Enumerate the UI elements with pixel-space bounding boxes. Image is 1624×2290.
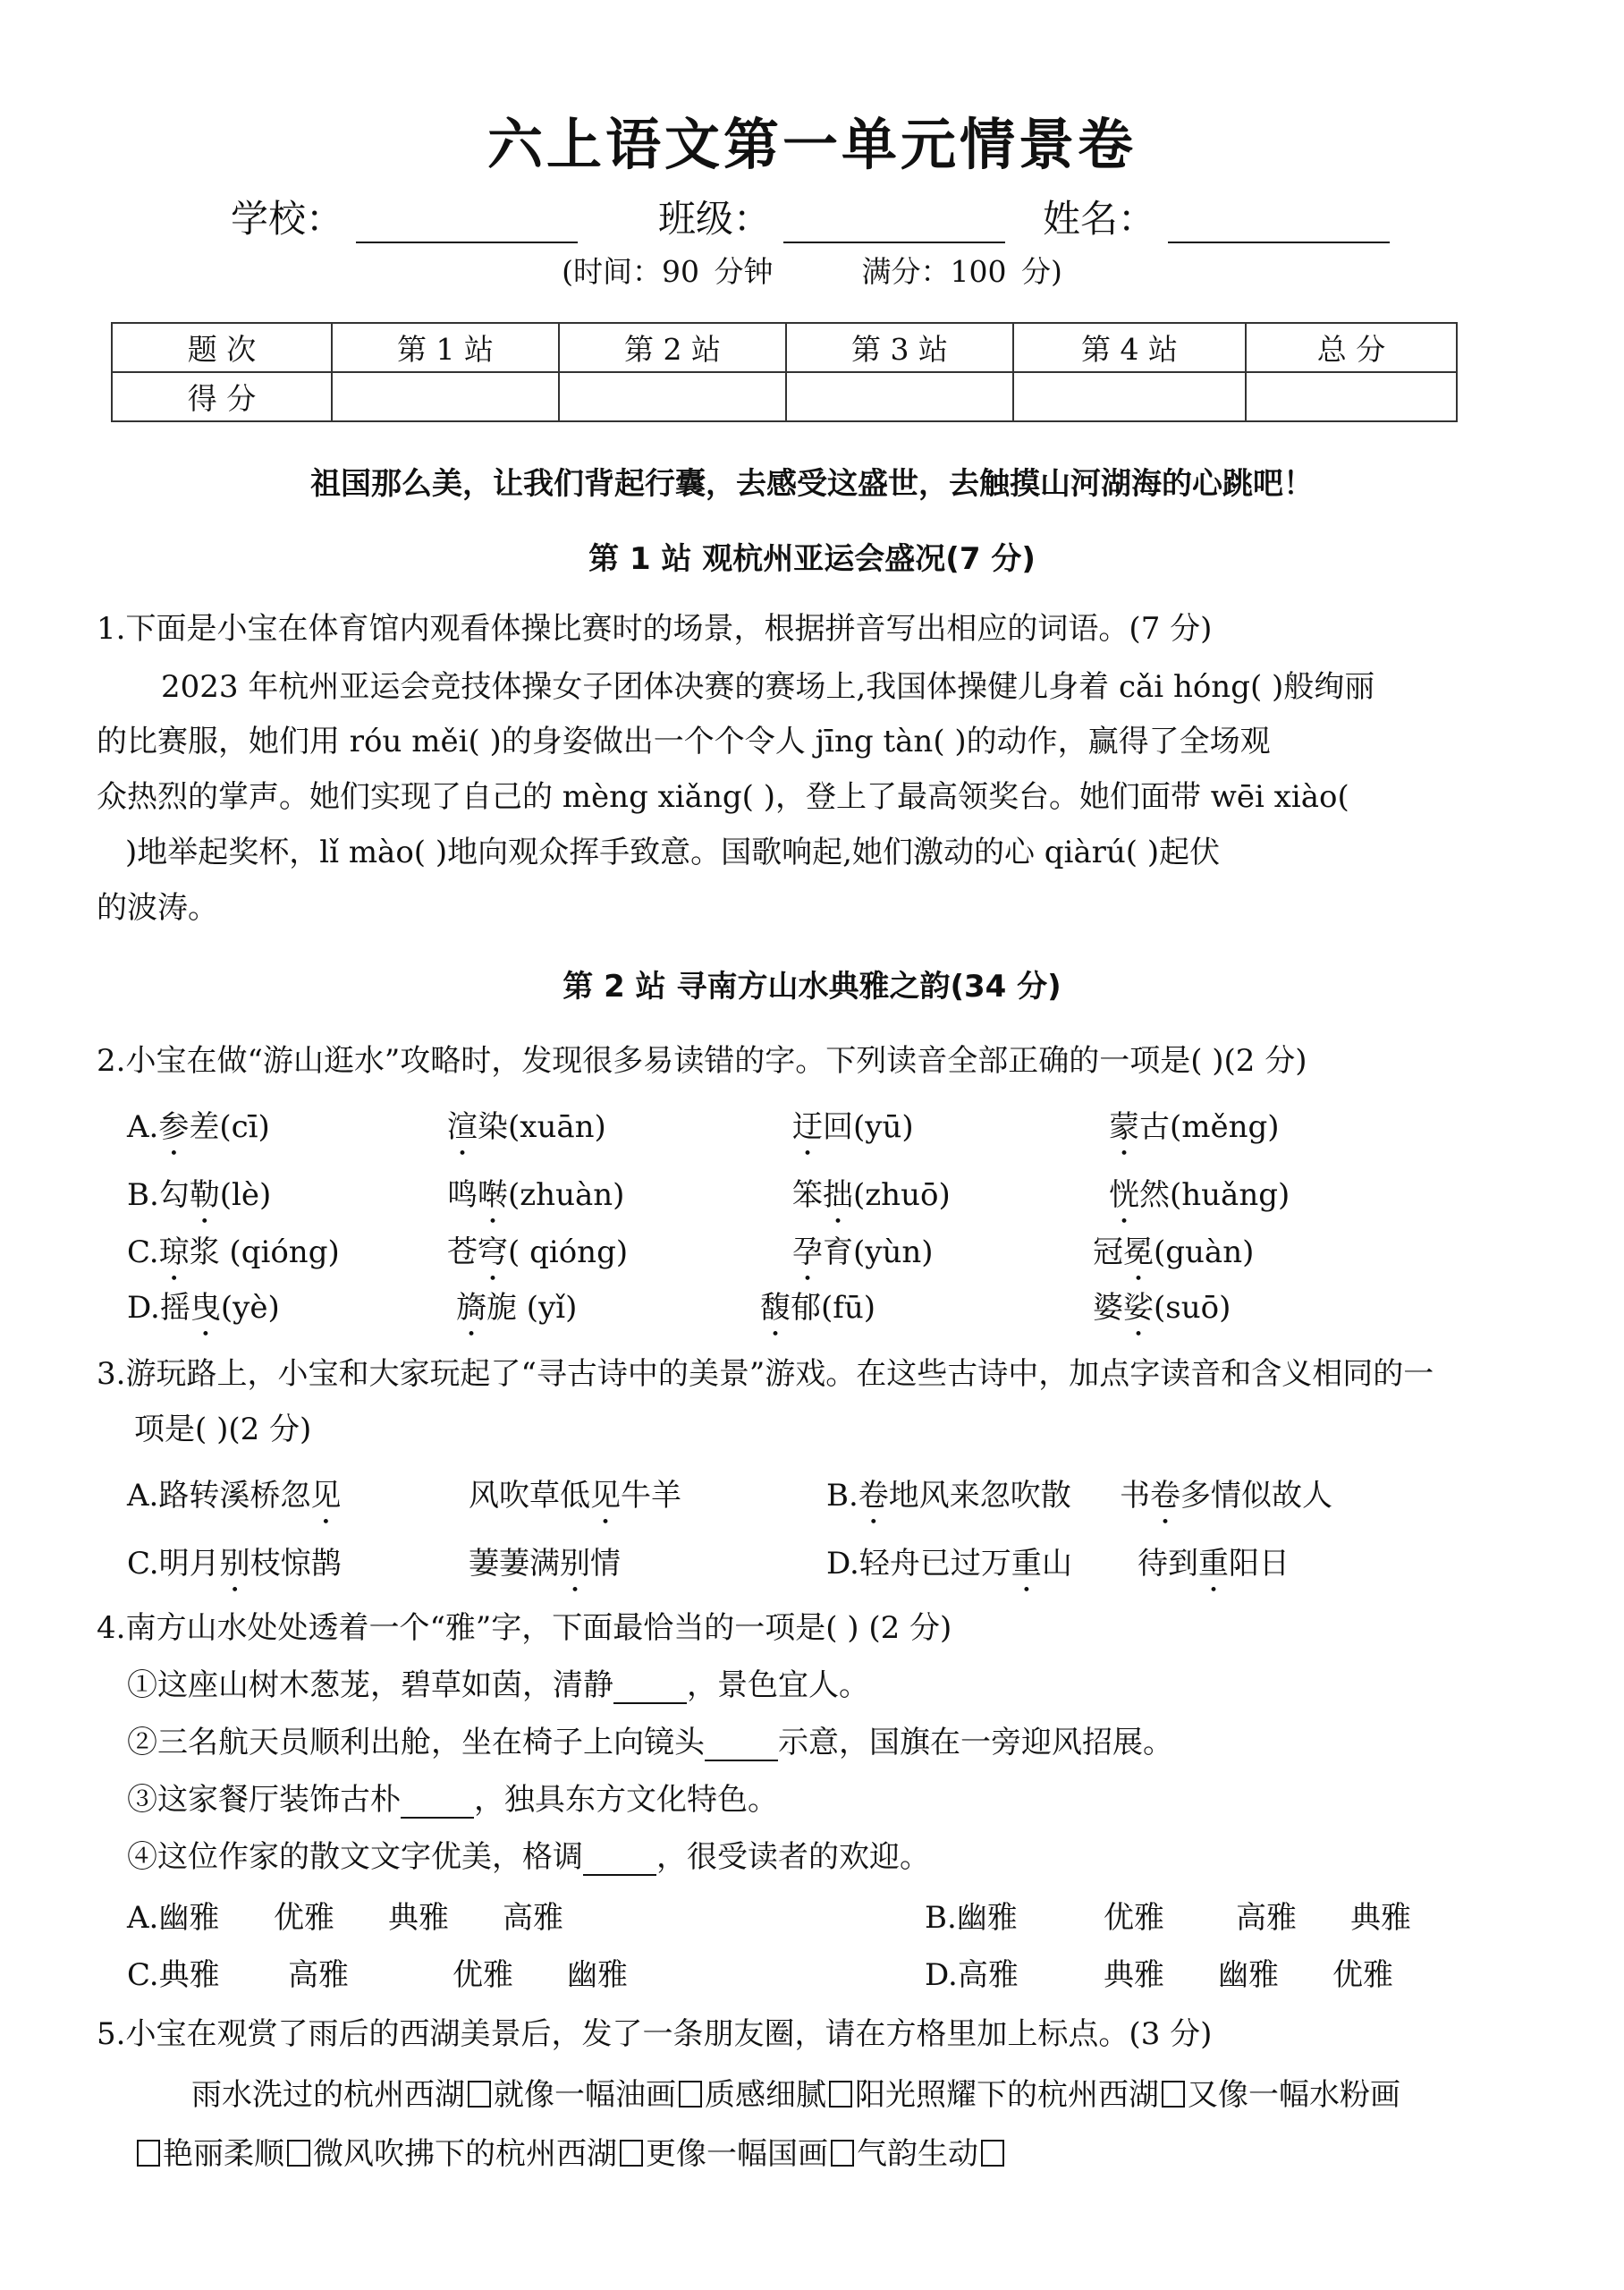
dotted-char: 恍: [1109, 1177, 1139, 1213]
q4-sentence: [127, 1832, 930, 1876]
class-label: 班级：: [658, 197, 772, 241]
q2-option-c-word: [447, 1227, 628, 1288]
punctuation-box[interactable]: [1162, 2081, 1185, 2108]
sentence-text: ，景色宜人。: [687, 1667, 869, 1703]
q3-option-c2: [469, 1539, 621, 1599]
q5-text: 阳光照耀下的杭州西湖: [855, 2077, 1159, 2113]
punctuation-box[interactable]: [829, 2081, 852, 2108]
table-cell: 第 1 站: [332, 323, 559, 372]
q2-option-d-word: [760, 1283, 875, 1344]
q4-option-c-word: 优雅: [453, 1957, 513, 1993]
q3-option-c1: [127, 1539, 342, 1599]
fill-blank[interactable]: [401, 1790, 474, 1819]
score-table: [111, 322, 1458, 422]
q4-option-b-word: 高雅: [1236, 1900, 1297, 1936]
punctuation-box[interactable]: [620, 2140, 643, 2167]
option-text: 然(huǎng): [1139, 1177, 1290, 1213]
time-label: (时间：90 分钟: [562, 254, 774, 289]
q5-text: 艳丽柔顺: [163, 2136, 284, 2172]
q4-option-d-word: 幽雅: [1218, 1957, 1279, 1993]
dotted-char: 卷: [1150, 1478, 1180, 1514]
page-title: 六上语文第一单元情景卷: [486, 112, 1137, 177]
question-4: 4.南方山水处处透着一个“雅”字，下面最恰当的一项是( ) (2 分): [97, 1610, 952, 1646]
q5-text: 雨水洗过的杭州西湖: [191, 2077, 465, 2113]
q4-sentence: [127, 1718, 1173, 1761]
option-text: (zhuàn): [508, 1177, 625, 1213]
option-text: 待到: [1138, 1546, 1198, 1582]
option-text: C.明月: [127, 1546, 220, 1582]
dotted-char: 旖: [456, 1290, 486, 1326]
option-text: 苍: [447, 1234, 478, 1270]
table-cell: 第 2 站: [559, 323, 786, 372]
dotted-char: 渲: [447, 1109, 478, 1145]
q5-text: 质感细腻: [705, 2077, 826, 2113]
question-3-cont: 项是( )(2 分): [134, 1412, 312, 1447]
sentence-text: ①这座山树木葱茏，碧草如茵，清静: [127, 1667, 613, 1703]
dotted-char: 勒: [189, 1177, 220, 1213]
option-text: 笨: [792, 1177, 823, 1213]
q4-sentence: [127, 1660, 869, 1704]
q3-option-a2: [469, 1471, 681, 1531]
q4-option-d: D.高雅: [925, 1957, 1019, 1993]
question-2: 2.小宝在做“游山逛水”攻略时，发现很多易读错的字。下列读音全部正确的一项是( )(2 分): [97, 1043, 1307, 1079]
q2-option-d-word: [1093, 1283, 1231, 1344]
q4-option-c-word: 高雅: [288, 1957, 349, 1993]
q3-option-b2: [1120, 1471, 1332, 1531]
score-table-header-row: [112, 323, 1457, 372]
dotted-char: 见: [590, 1478, 621, 1514]
option-text: 多情似故人: [1180, 1478, 1332, 1514]
dotted-char: 重: [1011, 1546, 1042, 1582]
q5-text-line: [134, 2129, 1007, 2173]
time-score-line: [0, 249, 1624, 291]
q2-option-a: [127, 1102, 270, 1163]
q4-option-d-word: 优雅: [1332, 1957, 1393, 1993]
name-label: 姓名：: [1043, 197, 1156, 241]
table-cell: 总 分: [1246, 323, 1457, 372]
q4-option-b-word: 优雅: [1104, 1900, 1164, 1936]
dotted-char: 冕: [1123, 1234, 1154, 1270]
punctuation-box[interactable]: [287, 2140, 310, 2167]
option-text: 萋萋满: [469, 1546, 560, 1582]
fill-blank[interactable]: [583, 1847, 656, 1876]
option-text: 牛羊: [621, 1478, 681, 1514]
score-cell[interactable]: [1246, 372, 1457, 421]
full-score-label: 满分：100 分): [861, 254, 1062, 289]
q4-option-d-word: 典雅: [1104, 1957, 1164, 1993]
option-text: 染(xuān): [478, 1109, 606, 1145]
punctuation-box[interactable]: [679, 2081, 702, 2108]
option-text: 阳日: [1229, 1546, 1290, 1582]
q5-text: 又像一幅水粉画: [1188, 2077, 1400, 2113]
option-text: (lè): [219, 1177, 272, 1213]
q2-option-a-word: [792, 1102, 914, 1163]
option-text: 郁(fū): [791, 1290, 876, 1326]
q2-option-d: [127, 1283, 280, 1344]
option-text: B.勾: [127, 1177, 190, 1213]
q4-option-b-word: 典雅: [1350, 1900, 1411, 1936]
q2-option-a-word: [447, 1102, 606, 1163]
option-text: (yè): [220, 1290, 280, 1326]
score-cell[interactable]: [559, 372, 786, 421]
q5-text: 微风吹拂下的杭州西湖: [313, 2136, 617, 2172]
punctuation-box[interactable]: [831, 2140, 854, 2167]
name-input-line[interactable]: [1168, 206, 1390, 243]
q3-option-b1: [826, 1471, 1071, 1531]
dotted-char: 卷: [858, 1478, 889, 1514]
q1-paragraph-line: 的比赛服，她们用 róu měi( )的身姿做出一个个令人 jīng tàn( )的动作，赢得了全场观: [97, 724, 1271, 759]
question-1: 1.下面是小宝在体育馆内观看体操比赛时的场景，根据拼音写出相应的词语。(7 分): [97, 611, 1213, 647]
sentence-text: ，独具东方文化特色。: [474, 1782, 778, 1818]
school-field: [231, 190, 578, 243]
score-cell[interactable]: [332, 372, 559, 421]
q5-text: 更像一幅国画: [646, 2136, 828, 2172]
punctuation-box[interactable]: [981, 2140, 1004, 2167]
dotted-char: 娑: [1123, 1290, 1154, 1326]
q4-option-c-word: 幽雅: [567, 1957, 628, 1993]
class-field: [658, 190, 1005, 243]
dotted-char: 琼: [158, 1234, 190, 1270]
dotted-char: 迂: [792, 1109, 823, 1145]
option-text: 书: [1120, 1478, 1150, 1514]
dotted-char: 啭: [478, 1177, 508, 1213]
sentence-text: ④这位作家的散文文字优美，格调: [127, 1839, 583, 1875]
dotted-char: 孕: [792, 1234, 823, 1270]
station2-heading: 第 2 站 寻南方山水典雅之韵(34 分): [562, 969, 1062, 1005]
score-cell[interactable]: [786, 372, 1013, 421]
q1-paragraph-line: 的波涛。: [97, 890, 218, 926]
q4-sentence: [127, 1775, 778, 1819]
name-field: [1043, 190, 1390, 243]
q4-option-a-word: 优雅: [274, 1900, 334, 1936]
punctuation-box[interactable]: [137, 2140, 160, 2167]
dotted-char: 穹: [478, 1234, 508, 1270]
q4-option-a-word: 高雅: [503, 1900, 563, 1936]
option-text: 枝惊鹊: [250, 1546, 342, 1582]
option-text: ( qióng): [508, 1234, 629, 1270]
option-text: 婆: [1093, 1290, 1123, 1326]
dotted-char: 蒙: [1109, 1109, 1139, 1145]
q1-paragraph-line: )地举起奖杯，lǐ mào( )地向观众挥手致意。国歌响起,她们激动的心 qiàrú( )起伏: [125, 835, 1221, 870]
q4-option-a: A.幽雅: [127, 1900, 220, 1936]
option-letter: B.: [826, 1478, 859, 1514]
option-text: 育(yùn): [823, 1234, 934, 1270]
station1-heading: 第 1 站 观杭州亚运会盛况(7 分): [588, 541, 1036, 577]
option-text: 古(měng): [1139, 1109, 1280, 1145]
q2-option-c: [127, 1227, 340, 1288]
q4-option-c: C.典雅: [127, 1957, 220, 1993]
q2-option-c-word: [792, 1227, 934, 1288]
q2-option-c-word: [1093, 1227, 1254, 1288]
option-text: 冠: [1093, 1234, 1123, 1270]
q4-option-a-word: 典雅: [388, 1900, 449, 1936]
fill-blank[interactable]: [705, 1733, 778, 1761]
q2-option-b: [127, 1170, 271, 1231]
option-text: D.轻舟已过万: [826, 1546, 1011, 1582]
q2-option-b-word: [447, 1170, 624, 1231]
option-text: 山: [1041, 1546, 1072, 1582]
q5-text-line: [191, 2070, 1400, 2114]
question-3: 3.游玩路上，小宝和大家玩起了“寻古诗中的美景”游戏。在这些古诗中，加点字读音和含义相同的一: [97, 1356, 1434, 1392]
sentence-text: 示意，国旗在一旁迎风招展。: [778, 1725, 1173, 1760]
option-text: (guàn): [1154, 1234, 1255, 1270]
q2-option-d-word: [456, 1283, 577, 1344]
dotted-char: 别: [219, 1546, 250, 1582]
punctuation-box[interactable]: [468, 2081, 491, 2108]
dotted-char: 曳: [190, 1290, 221, 1326]
fill-blank[interactable]: [613, 1675, 687, 1704]
q2-option-a-word: [1109, 1102, 1280, 1163]
sentence-text: ②三名航天员顺利出舱，坐在椅子上向镜头: [127, 1725, 705, 1760]
table-cell: 题 次: [112, 323, 332, 372]
score-table-score-row: [112, 372, 1457, 421]
option-letter: A.: [127, 1109, 159, 1145]
dotted-char: 见: [310, 1478, 342, 1514]
q3-option-a1: [127, 1471, 341, 1531]
dotted-char: 重: [1198, 1546, 1229, 1582]
q2-option-b-word: [1109, 1170, 1290, 1231]
school-label: 学校：: [231, 197, 344, 241]
option-text: 风吹草低: [469, 1478, 590, 1514]
option-text: A.路转溪桥忽: [127, 1478, 311, 1514]
q2-option-b-word: [792, 1170, 951, 1231]
option-text: 旎 (yǐ): [486, 1290, 578, 1326]
class-input-line[interactable]: [783, 206, 1005, 243]
table-cell: 第 3 站: [786, 323, 1013, 372]
dotted-char: 参: [158, 1109, 190, 1145]
option-text: 差(cī): [189, 1109, 270, 1145]
q1-paragraph-line: 2023 年杭州亚运会竞技体操女子团体决赛的赛场上,我国体操健儿身着 cǎi hóng( )般绚丽: [161, 669, 1375, 705]
question-5: 5.小宝在观赏了雨后的西湖美景后，发了一条朋友圈，请在方格里加上标点。(3 分): [97, 2016, 1213, 2052]
q3-option-d1: [826, 1539, 1072, 1599]
q5-text: 就像一幅油画: [494, 2077, 676, 2113]
dotted-char: 别: [560, 1546, 590, 1582]
dotted-char: 拙: [823, 1177, 853, 1213]
option-text: 浆 (qióng): [189, 1234, 340, 1270]
q1-paragraph-line: 众热烈的掌声。她们实现了自己的 mèng xiǎng( )，登上了最高领奖台。她们面带 wēi xiào(: [97, 779, 1349, 815]
intro-text: 祖国那么美，让我们背起行囊，去感受这盛世，去触摸山河湖海的心跳吧！: [310, 466, 1314, 502]
q5-text: 气韵生动: [857, 2136, 978, 2172]
sentence-text: ③这家餐厅装饰古朴: [127, 1782, 401, 1818]
table-cell: 第 4 站: [1013, 323, 1246, 372]
option-text: 情: [590, 1546, 621, 1582]
sentence-text: ，很受读者的欢迎。: [656, 1839, 930, 1875]
option-text: 回(yū): [823, 1109, 914, 1145]
option-text: (suō): [1154, 1290, 1231, 1326]
score-cell[interactable]: [1013, 372, 1246, 421]
school-input-line[interactable]: [356, 206, 578, 243]
q4-option-b: B.幽雅: [925, 1900, 1018, 1936]
option-text: 地风来忽吹散: [888, 1478, 1071, 1514]
option-text: D.摇: [127, 1290, 190, 1326]
table-cell: 得 分: [112, 372, 332, 421]
option-letter: C.: [127, 1234, 159, 1270]
q3-option-d2: [1138, 1539, 1290, 1599]
option-text: (zhuō): [853, 1177, 951, 1213]
option-text: 鸣: [447, 1177, 478, 1213]
dotted-char: 馥: [760, 1290, 791, 1326]
